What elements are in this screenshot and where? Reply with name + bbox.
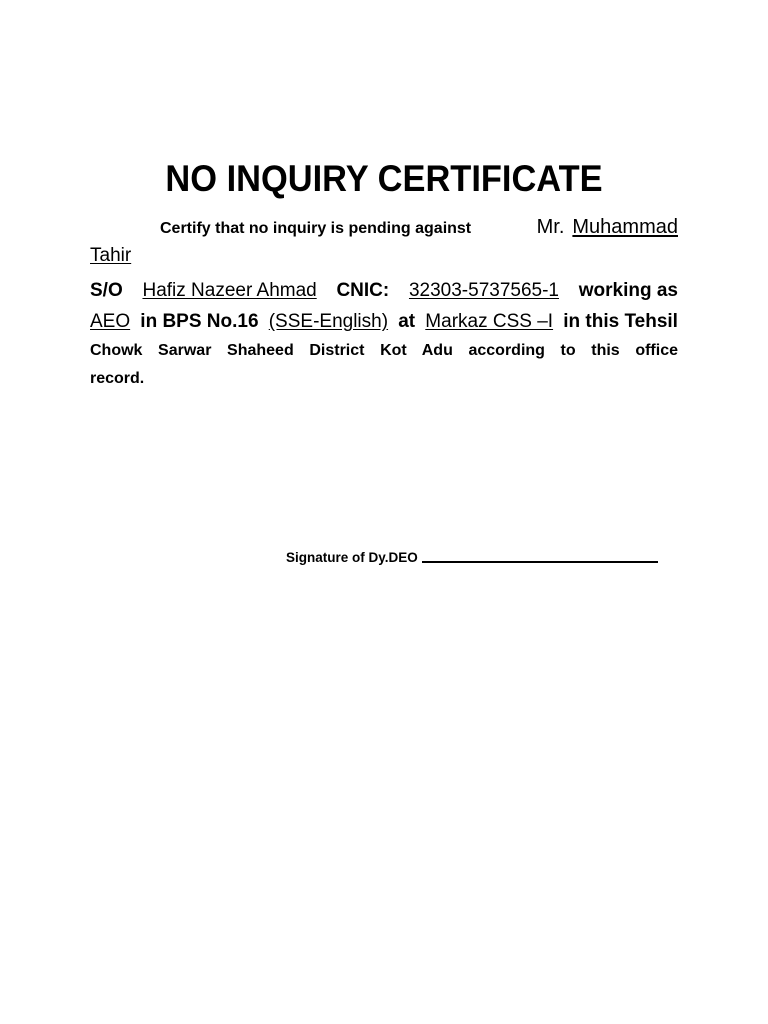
father-name: Hafiz Nazeer Ahmad [142, 280, 317, 301]
body-line-6: record. [90, 370, 145, 387]
body-line-4 [90, 311, 678, 333]
at-text: at [398, 311, 416, 332]
signature-label: Signature of Dy.DEO [286, 550, 418, 565]
intro-text: Certify that no inquiry is pending against [160, 220, 472, 237]
body-line-5 [90, 342, 678, 360]
working-as-text: working as [578, 280, 678, 301]
cnic-label: CNIC: [336, 280, 390, 301]
signature-block [286, 550, 658, 565]
cnic-number: 32303-5737565-1 [408, 280, 559, 301]
son-of-label: S/O [90, 280, 123, 301]
name-group [537, 216, 678, 239]
employee-first-name: Muhammad [572, 216, 678, 238]
designation: AEO [90, 311, 131, 332]
tehsil-text: in this Tehsil [563, 311, 678, 332]
location-text: Chowk Sarwar Shaheed District Kot Adu according to this office [90, 342, 678, 359]
school-name: Markaz CSS –I [425, 311, 554, 332]
body-line-3 [90, 280, 678, 302]
signature-line [422, 561, 658, 563]
certificate-title: NO INQUIRY CERTIFICATE [165, 158, 603, 199]
post-name: (SSE-English) [268, 311, 389, 332]
honorific: Mr. [536, 216, 565, 238]
bps-text: in BPS No.16 [140, 311, 259, 332]
employee-last-name: Tahir [90, 245, 132, 266]
body-line-1 [160, 216, 678, 239]
